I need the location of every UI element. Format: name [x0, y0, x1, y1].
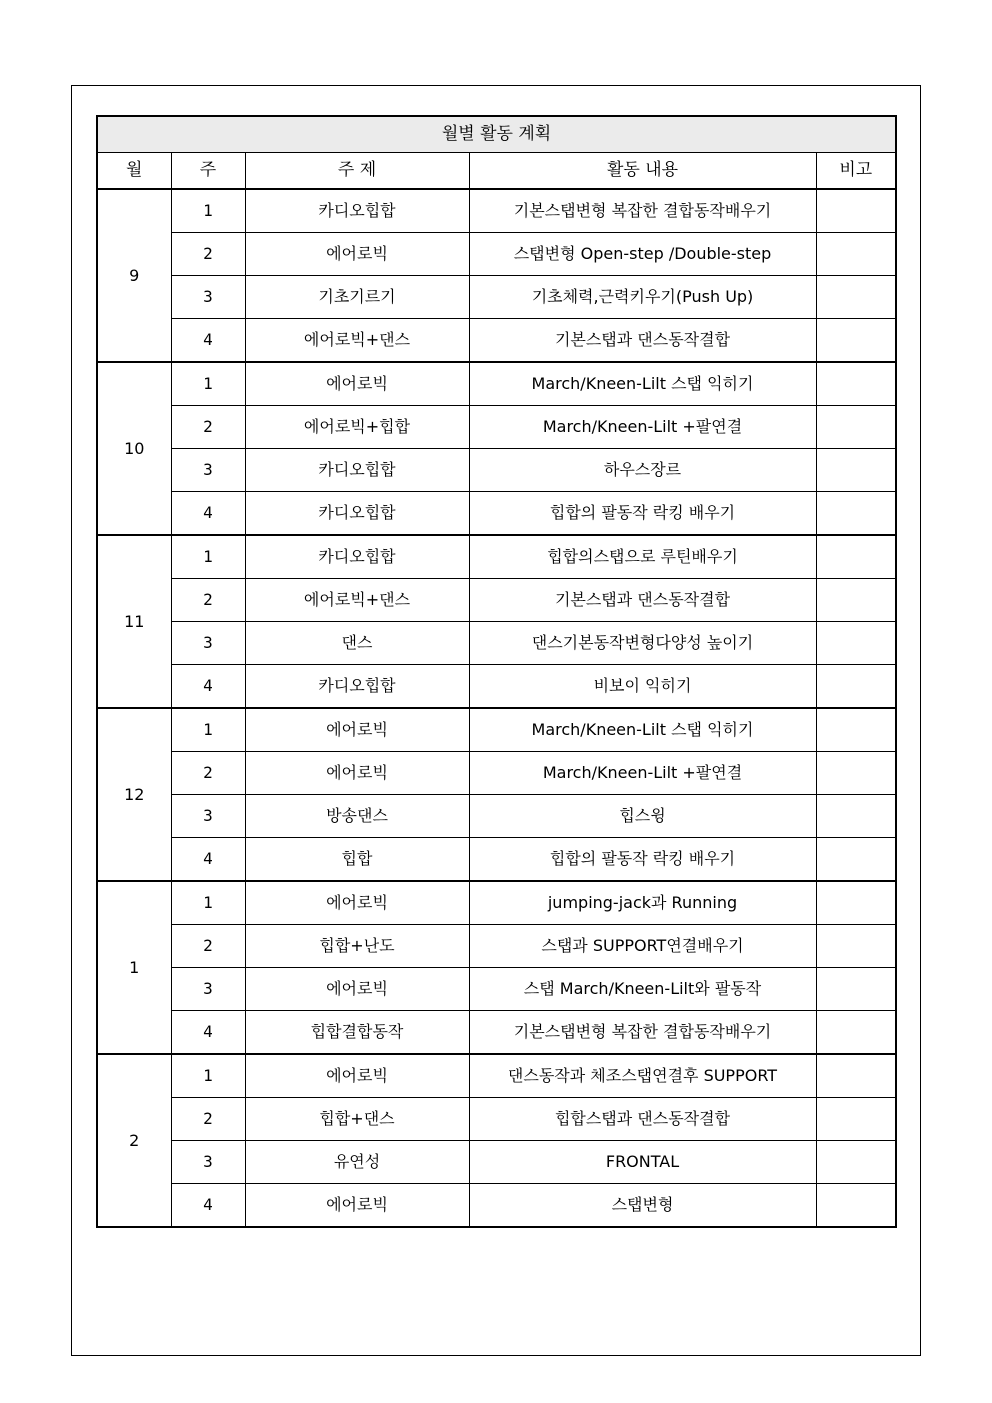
activity-cell: 기본스탭과 댄스동작결합 [469, 579, 816, 622]
note-cell [816, 276, 896, 319]
week-cell: 3 [171, 622, 245, 665]
table-row [97, 881, 896, 925]
topic-cell: 카디오힙합 [245, 189, 469, 233]
activity-cell: 기본스탭변형 복잡한 결합동작배우기 [469, 1011, 816, 1055]
week-cell: 2 [171, 1098, 245, 1141]
table-row [97, 1098, 896, 1141]
table-row [97, 1141, 896, 1184]
table-body [97, 189, 896, 1227]
note-cell [816, 535, 896, 579]
table-row [97, 189, 896, 233]
table-title: 월별 활동 계획 [97, 116, 896, 153]
activity-cell: 댄스기본동작변형다양성 높이기 [469, 622, 816, 665]
note-cell [816, 795, 896, 838]
note-cell [816, 752, 896, 795]
week-cell: 1 [171, 189, 245, 233]
activity-cell: 스탭과 SUPPORT연결배우기 [469, 925, 816, 968]
month-cell: 11 [97, 535, 171, 708]
topic-cell: 에어로빅 [245, 1184, 469, 1228]
table-row [97, 795, 896, 838]
note-cell [816, 881, 896, 925]
table-row [97, 233, 896, 276]
monthly-plan-table [96, 115, 897, 1228]
header-activity: 활동 내용 [469, 153, 816, 190]
note-cell [816, 1184, 896, 1228]
activity-cell: 기본스탭과 댄스동작결합 [469, 319, 816, 363]
activity-cell: 스탭변형 [469, 1184, 816, 1228]
activity-cell: 힙스윙 [469, 795, 816, 838]
note-cell [816, 838, 896, 882]
note-cell [816, 1141, 896, 1184]
week-cell: 4 [171, 1184, 245, 1228]
note-cell [816, 492, 896, 536]
topic-cell: 에어로빅 [245, 708, 469, 752]
activity-cell: 힙합의 팔동작 락킹 배우기 [469, 492, 816, 536]
week-cell: 4 [171, 319, 245, 363]
topic-cell: 유연성 [245, 1141, 469, 1184]
activity-cell: 스탭변형 Open-step /Double-step [469, 233, 816, 276]
header-week: 주 [171, 153, 245, 190]
table-row [97, 708, 896, 752]
note-cell [816, 449, 896, 492]
week-cell: 2 [171, 752, 245, 795]
note-cell [816, 622, 896, 665]
table-row [97, 535, 896, 579]
table-row [97, 752, 896, 795]
activity-cell: March/Kneen-Lilt 스탭 익히기 [469, 362, 816, 406]
activity-cell: 스탭 March/Kneen-Lilt와 팔동작 [469, 968, 816, 1011]
topic-cell: 에어로빅 [245, 233, 469, 276]
table-row [97, 449, 896, 492]
activity-cell: 힙합의스탭으로 루틴배우기 [469, 535, 816, 579]
week-cell: 2 [171, 233, 245, 276]
table-row [97, 838, 896, 882]
topic-cell: 에어로빅 [245, 1054, 469, 1098]
note-cell [816, 968, 896, 1011]
activity-cell: 기본스탭변형 복잡한 결합동작배우기 [469, 189, 816, 233]
activity-cell: 힙합의 팔동작 락킹 배우기 [469, 838, 816, 882]
topic-cell: 댄스 [245, 622, 469, 665]
note-cell [816, 362, 896, 406]
month-cell: 10 [97, 362, 171, 535]
activity-cell: 비보이 익히기 [469, 665, 816, 709]
table-row [97, 1054, 896, 1098]
activity-cell: 댄스동작과 체조스탭연결후 SUPPORT [469, 1054, 816, 1098]
note-cell [816, 233, 896, 276]
topic-cell: 카디오힙합 [245, 492, 469, 536]
month-cell: 1 [97, 881, 171, 1054]
week-cell: 1 [171, 1054, 245, 1098]
topic-cell: 에어로빅 [245, 752, 469, 795]
title-row [97, 116, 896, 153]
activity-cell: 하우스장르 [469, 449, 816, 492]
note-cell [816, 319, 896, 363]
week-cell: 3 [171, 1141, 245, 1184]
topic-cell: 에어로빅+댄스 [245, 319, 469, 363]
week-cell: 2 [171, 579, 245, 622]
week-cell: 2 [171, 406, 245, 449]
topic-cell: 힙합+댄스 [245, 1098, 469, 1141]
topic-cell: 힙합+난도 [245, 925, 469, 968]
week-cell: 1 [171, 362, 245, 406]
table-row [97, 1011, 896, 1055]
week-cell: 3 [171, 449, 245, 492]
note-cell [816, 406, 896, 449]
topic-cell: 에어로빅+힙합 [245, 406, 469, 449]
week-cell: 4 [171, 1011, 245, 1055]
table-row [97, 665, 896, 709]
week-cell: 2 [171, 925, 245, 968]
week-cell: 4 [171, 492, 245, 536]
table-row [97, 968, 896, 1011]
note-cell [816, 925, 896, 968]
topic-cell: 기초기르기 [245, 276, 469, 319]
week-cell: 3 [171, 276, 245, 319]
note-cell [816, 579, 896, 622]
note-cell [816, 1098, 896, 1141]
week-cell: 4 [171, 838, 245, 882]
topic-cell: 카디오힙합 [245, 665, 469, 709]
topic-cell: 에어로빅 [245, 362, 469, 406]
header-note: 비고 [816, 153, 896, 190]
month-cell: 2 [97, 1054, 171, 1227]
table-row [97, 1184, 896, 1228]
table-row [97, 622, 896, 665]
table-row [97, 362, 896, 406]
note-cell [816, 665, 896, 709]
topic-cell: 에어로빅 [245, 968, 469, 1011]
activity-cell: March/Kneen-Lilt +팔연결 [469, 752, 816, 795]
week-cell: 1 [171, 708, 245, 752]
header-month: 월 [97, 153, 171, 190]
note-cell [816, 1054, 896, 1098]
activity-cell: March/Kneen-Lilt +팔연결 [469, 406, 816, 449]
header-topic: 주 제 [245, 153, 469, 190]
topic-cell: 에어로빅 [245, 881, 469, 925]
activity-cell: 힙합스탭과 댄스동작결합 [469, 1098, 816, 1141]
activity-cell: 기초체력,근력키우기(Push Up) [469, 276, 816, 319]
table-row [97, 319, 896, 363]
topic-cell: 카디오힙합 [245, 535, 469, 579]
table-row [97, 406, 896, 449]
table-row [97, 579, 896, 622]
week-cell: 3 [171, 968, 245, 1011]
month-cell: 12 [97, 708, 171, 881]
header-row [97, 153, 896, 190]
table-row [97, 925, 896, 968]
week-cell: 1 [171, 535, 245, 579]
topic-cell: 에어로빅+댄스 [245, 579, 469, 622]
table-row [97, 492, 896, 536]
activity-cell: jumping-jack과 Running [469, 881, 816, 925]
activity-cell: March/Kneen-Lilt 스탭 익히기 [469, 708, 816, 752]
topic-cell: 힙합결합동작 [245, 1011, 469, 1055]
note-cell [816, 1011, 896, 1055]
month-cell: 9 [97, 189, 171, 362]
topic-cell: 카디오힙합 [245, 449, 469, 492]
topic-cell: 힙합 [245, 838, 469, 882]
note-cell [816, 189, 896, 233]
note-cell [816, 708, 896, 752]
topic-cell: 방송댄스 [245, 795, 469, 838]
table-row [97, 276, 896, 319]
week-cell: 4 [171, 665, 245, 709]
activity-cell: FRONTAL [469, 1141, 816, 1184]
week-cell: 1 [171, 881, 245, 925]
week-cell: 3 [171, 795, 245, 838]
